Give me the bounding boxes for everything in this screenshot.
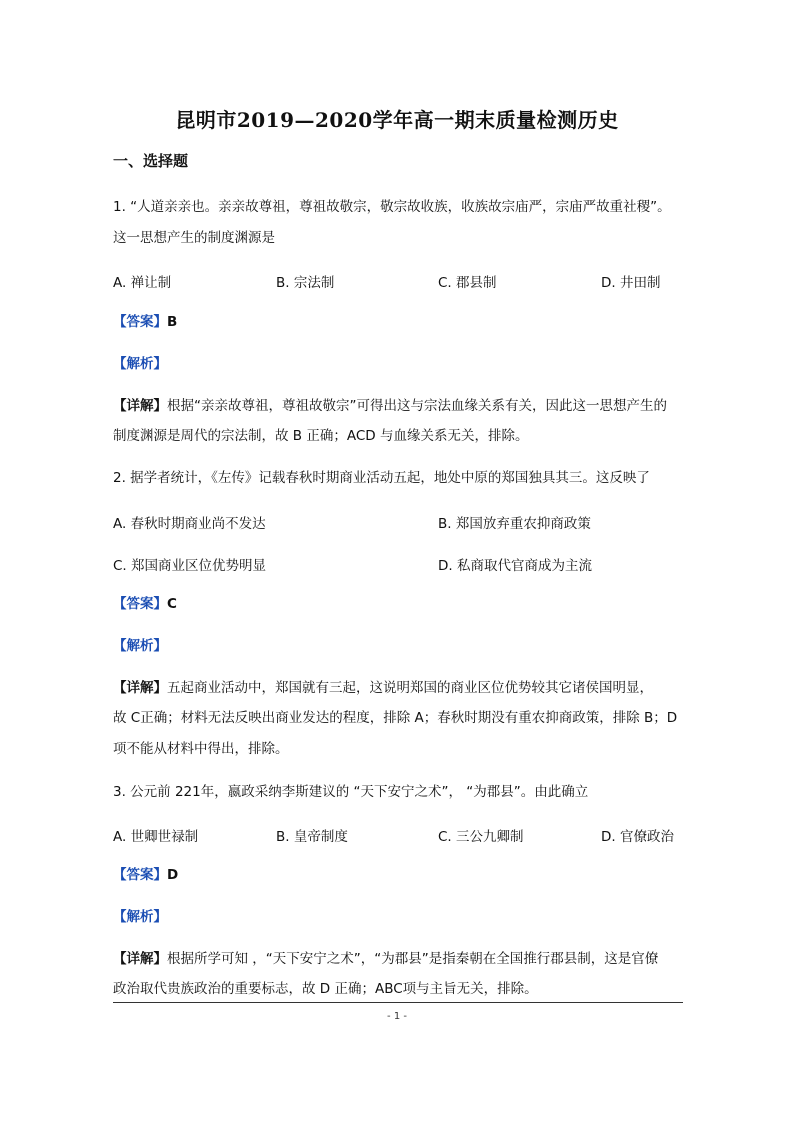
page-title: 昆明市2019—2020学年高一期末质量检测历史 [175,108,619,132]
q2-option-a: A. 春秋时期商业尚不发达 [113,516,266,532]
q3-detail-line2: 政治取代贵族政治的重要标志，故 D 正确；ABC项与主旨无关，排除。 [113,981,538,997]
q1-option-b: B. 宗法制 [276,275,335,291]
q2-analysis [113,637,693,655]
q2-answer-value: C [167,596,177,612]
q1-answer [113,313,693,331]
answer-tag: 【答案】 [113,596,167,612]
answer-tag: 【答案】 [113,867,167,883]
q1-analysis [113,355,693,373]
q1-detail-line1 [113,397,693,415]
q1-answer-value: B [167,314,178,330]
q1-option-d: D. 井田制 [601,275,661,291]
q3-stem-line1: 3. 公元前 221年，嬴政采纳李斯建议的 “天下安宁之术”， “为郡县”。由此确立 [113,784,589,800]
analysis-tag: 【解析】 [113,356,167,372]
q2-detail-line2: 故 C正确；材料无法反映出商业发达的程度，排除 A；春秋时期没有重农抑商政策，排除 B；D [113,710,678,726]
analysis-tag: 【解析】 [113,638,167,654]
section-heading: 一、选择题 [113,152,189,170]
detail-tag: 【详解】 [113,680,167,696]
q2-option-c: C. 郑国商业区位优势明显 [113,558,267,574]
q3-option-d: D. 官僚政治 [601,829,674,845]
footer-divider [113,1002,683,1003]
q2-option-b: B. 郑国放弃重农抑商政策 [438,516,591,532]
analysis-tag: 【解析】 [113,909,167,925]
detail-tag: 【详解】 [113,398,167,414]
q2-detail-line1 [113,679,693,697]
q3-detail-text1: 根据所学可知 ，“天下安宁之术”，“为郡县”是指秦朝在全国推行郡县制，这是官僚 [167,951,659,967]
q1-option-c: C. 郡县制 [438,275,497,291]
q2-detail-line3: 项不能从材料中得出，排除。 [113,741,289,757]
q1-detail-line2: 制度渊源是周代的宗法制，故 B 正确；ACD 与血缘关系无关，排除。 [113,428,529,444]
q1-option-a: A. 禅让制 [113,275,172,291]
detail-tag: 【详解】 [113,951,167,967]
q3-option-b: B. 皇帝制度 [276,829,348,845]
q1-detail-text1: 根据“亲亲故尊祖，尊祖故敬宗”可得出这与宗法血缘关系有关，因此这一思想产生的 [167,398,667,414]
q3-option-c: C. 三公九卿制 [438,829,524,845]
q2-answer [113,595,693,613]
q3-detail-line1 [113,950,693,968]
page-number: - 1 - [387,1011,407,1022]
q2-option-d: D. 私商取代官商成为主流 [438,558,592,574]
q1-stem-line1: 1. “人道亲亲也。亲亲故尊祖，尊祖故敬宗，敬宗故收族，收族故宗庙严，宗庙严故重社稷”。 [113,199,671,215]
answer-tag: 【答案】 [113,314,167,330]
q3-option-a: A. 世卿世禄制 [113,829,199,845]
q2-detail-text1: 五起商业活动中，郑国就有三起，这说明郑国的商业区位优势较其它诸侯国明显， [167,680,653,696]
q3-answer [113,866,693,884]
q3-answer-value: D [167,867,179,883]
q3-analysis [113,908,693,926]
q1-stem-line2: 这一思想产生的制度渊源是 [113,230,275,246]
q2-stem-line1: 2. 据学者统计，《左传》记载春秋时期商业活动五起，地处中原的郑国独具其三。这反映了 [113,470,650,486]
